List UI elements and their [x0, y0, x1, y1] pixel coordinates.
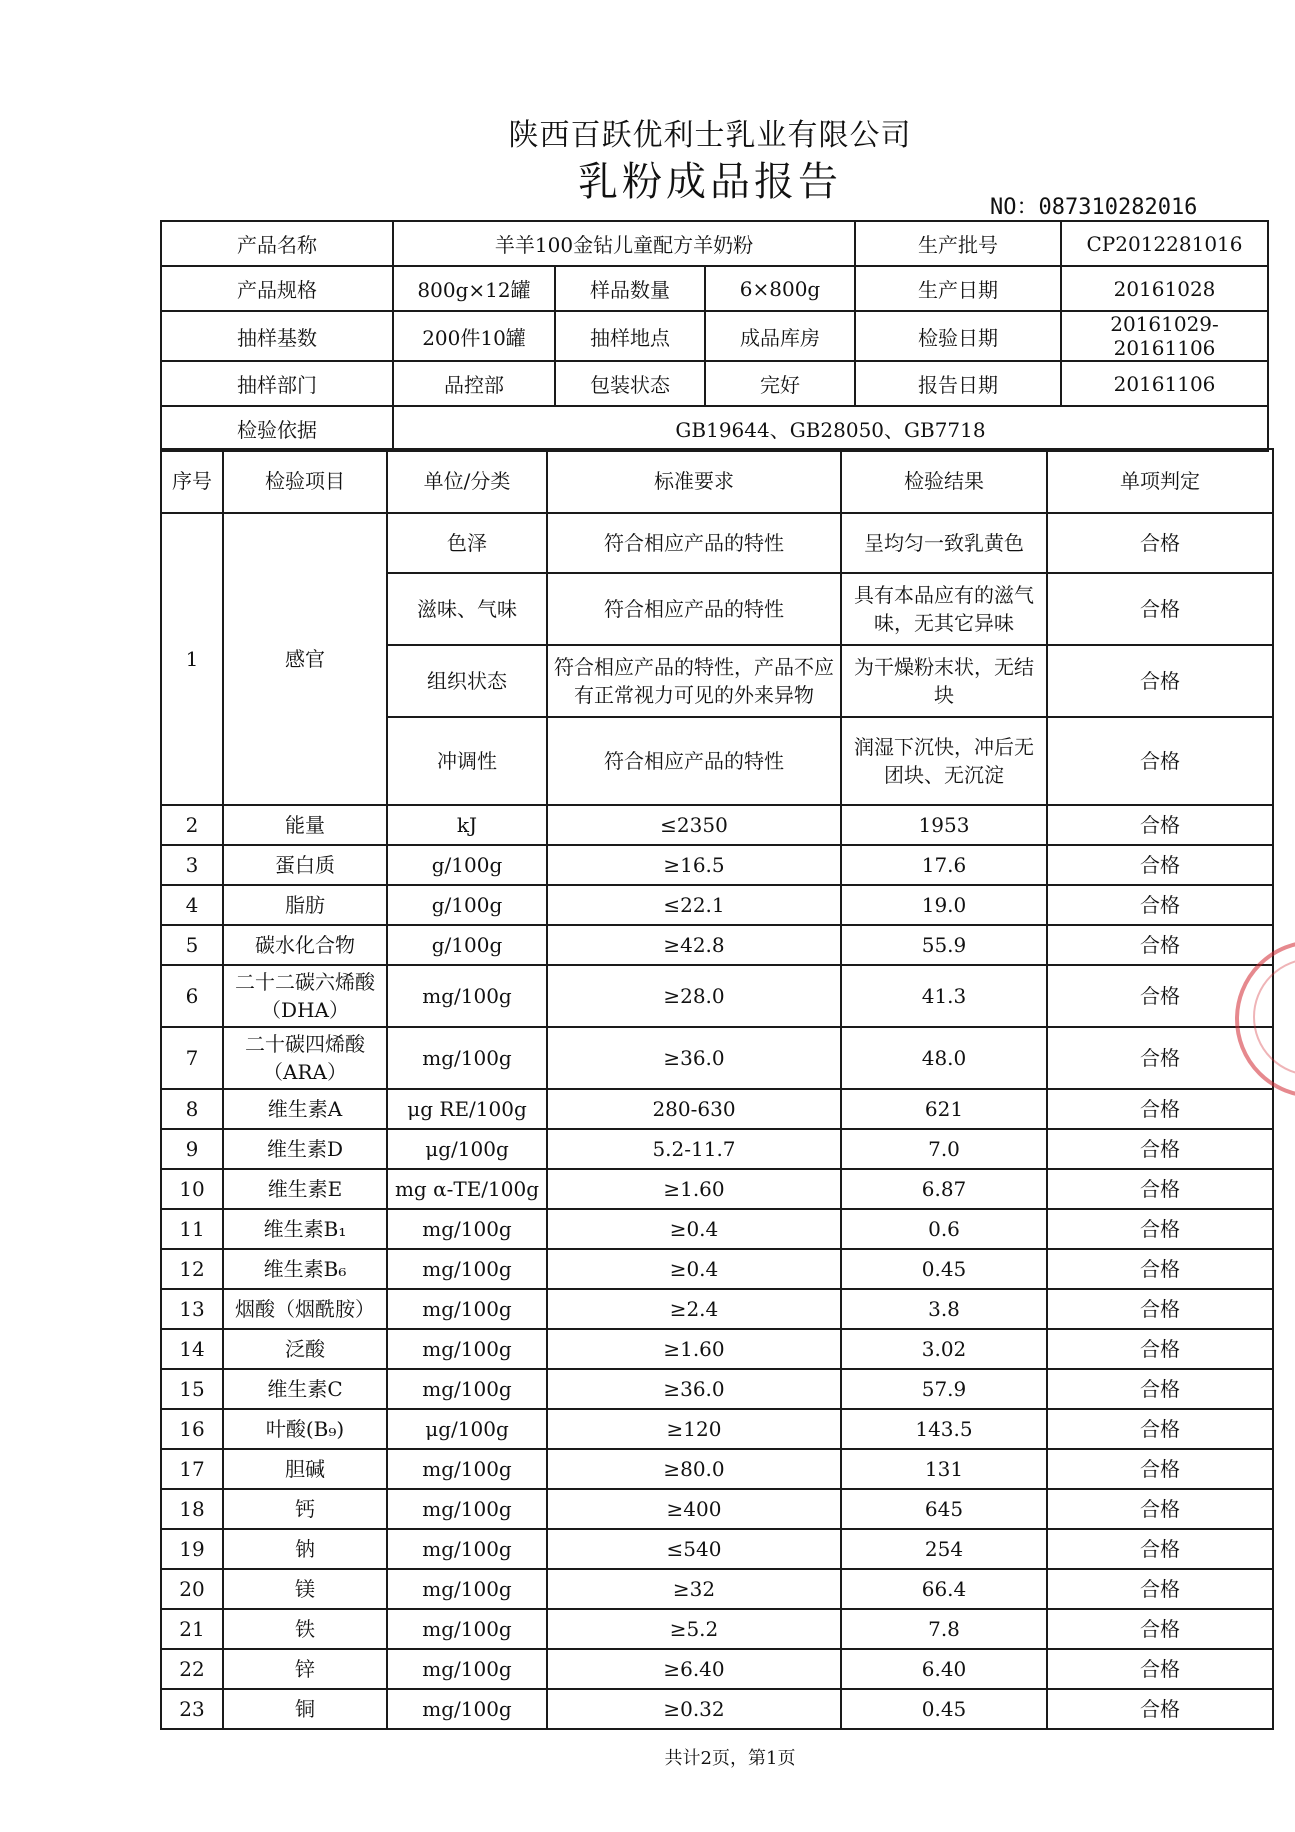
col-header: 检验项目	[223, 449, 387, 513]
test-item: 铜	[223, 1689, 387, 1729]
verdict: 合格	[1047, 925, 1273, 965]
unit: mg α-TE/100g	[387, 1169, 547, 1209]
result: 41.3	[841, 965, 1047, 1027]
test-item: 维生素B₁	[223, 1209, 387, 1249]
table-row	[161, 1289, 1273, 1329]
unit: μg/100g	[387, 1409, 547, 1449]
col-header: 单位/分类	[387, 449, 547, 513]
verdict: 合格	[1047, 885, 1273, 925]
result: 66.4	[841, 1569, 1047, 1609]
result: 润湿下沉快，冲后无团块、无沉淀	[841, 717, 1047, 805]
dept: 品控部	[393, 361, 555, 406]
standard: ≥16.5	[547, 845, 841, 885]
verdict: 合格	[1047, 573, 1273, 645]
batch-number: CP2012281016	[1061, 221, 1268, 266]
verdict: 合格	[1047, 1489, 1273, 1529]
table-row	[161, 1569, 1273, 1609]
unit: mg/100g	[387, 1027, 547, 1089]
table-row	[161, 1529, 1273, 1569]
result: 48.0	[841, 1027, 1047, 1089]
prod-date-label: 生产日期	[855, 266, 1061, 311]
category: 色泽	[387, 513, 547, 573]
table-row	[161, 965, 1273, 1027]
standard: 符合相应产品的特性，产品不应有正常视力可见的外来异物	[547, 645, 841, 717]
standard: ≥6.40	[547, 1649, 841, 1689]
row-number: 5	[161, 925, 223, 965]
batch-label: 生产批号	[855, 221, 1061, 266]
row-number: 7	[161, 1027, 223, 1089]
row-number: 20	[161, 1569, 223, 1609]
result: 为干燥粉末状，无结块	[841, 645, 1047, 717]
verdict: 合格	[1047, 1129, 1273, 1169]
unit: mg/100g	[387, 1609, 547, 1649]
base-label: 抽样基数	[161, 311, 393, 361]
test-item: 维生素C	[223, 1369, 387, 1409]
info-row	[161, 406, 1268, 451]
standard: ≥36.0	[547, 1027, 841, 1089]
unit: mg/100g	[387, 1249, 547, 1289]
company-name: 陕西百跃优利士乳业有限公司	[508, 118, 912, 153]
unit: mg/100g	[387, 1529, 547, 1569]
standard: ≥0.32	[547, 1689, 841, 1729]
result: 具有本品应有的滋气味，无其它异味	[841, 573, 1047, 645]
test-item: 碳水化合物	[223, 925, 387, 965]
row-number: 14	[161, 1329, 223, 1369]
standard: 280-630	[547, 1089, 841, 1129]
basis-label: 检验依据	[161, 406, 393, 451]
row-number: 18	[161, 1489, 223, 1529]
test-item: 叶酸(B₉)	[223, 1409, 387, 1449]
result: 0.45	[841, 1689, 1047, 1729]
table-row	[161, 1449, 1273, 1489]
report-date: 20161106	[1061, 361, 1268, 406]
unit: g/100g	[387, 845, 547, 885]
header-row	[161, 449, 1273, 513]
row-number: 4	[161, 885, 223, 925]
table-row	[161, 1489, 1273, 1529]
unit: mg/100g	[387, 1649, 547, 1689]
standard: ≥5.2	[547, 1609, 841, 1649]
info-row	[161, 361, 1268, 406]
standard: ≤2350	[547, 805, 841, 845]
standard: ≥0.4	[547, 1249, 841, 1289]
sample-qty: 6×800g	[705, 266, 855, 311]
verdict: 合格	[1047, 845, 1273, 885]
standard: ≥400	[547, 1489, 841, 1529]
verdict: 合格	[1047, 1169, 1273, 1209]
result: 6.40	[841, 1649, 1047, 1689]
row-number: 3	[161, 845, 223, 885]
result: 1953	[841, 805, 1047, 845]
pack-label: 包装状态	[555, 361, 705, 406]
info-row	[161, 311, 1268, 361]
info-row	[161, 221, 1268, 266]
col-header: 检验结果	[841, 449, 1047, 513]
unit: mg/100g	[387, 1289, 547, 1329]
result: 17.6	[841, 845, 1047, 885]
col-header: 标准要求	[547, 449, 841, 513]
table-row	[161, 1169, 1273, 1209]
result: 621	[841, 1089, 1047, 1129]
table-row	[161, 1369, 1273, 1409]
result: 57.9	[841, 1369, 1047, 1409]
verdict: 合格	[1047, 805, 1273, 845]
unit: μg/100g	[387, 1129, 547, 1169]
result: 0.45	[841, 1249, 1047, 1289]
table-row	[161, 1089, 1273, 1129]
col-header: 序号	[161, 449, 223, 513]
dept-label: 抽样部门	[161, 361, 393, 406]
test-item: 钙	[223, 1489, 387, 1529]
table-row	[161, 925, 1273, 965]
test-item: 锌	[223, 1649, 387, 1689]
table-row	[161, 513, 1273, 573]
row-number: 15	[161, 1369, 223, 1409]
page-info: 共计2页，第1页	[664, 1748, 796, 1769]
result: 3.8	[841, 1289, 1047, 1329]
result: 3.02	[841, 1329, 1047, 1369]
test-item: 维生素D	[223, 1129, 387, 1169]
standard: ≥80.0	[547, 1449, 841, 1489]
verdict: 合格	[1047, 1529, 1273, 1569]
verdict: 合格	[1047, 965, 1273, 1027]
unit: mg/100g	[387, 1689, 547, 1729]
verdict: 合格	[1047, 1289, 1273, 1329]
unit: mg/100g	[387, 1329, 547, 1369]
verdict: 合格	[1047, 717, 1273, 805]
table-row	[161, 805, 1273, 845]
row-number: 19	[161, 1529, 223, 1569]
results-table	[160, 448, 1274, 1730]
standard: ≥36.0	[547, 1369, 841, 1409]
table-row	[161, 1209, 1273, 1249]
verdict: 合格	[1047, 1649, 1273, 1689]
verdict: 合格	[1047, 1569, 1273, 1609]
standard: ≥1.60	[547, 1329, 841, 1369]
test-item: 脂肪	[223, 885, 387, 925]
standard: 符合相应产品的特性	[547, 717, 841, 805]
test-item: 二十二碳六烯酸（DHA）	[223, 965, 387, 1027]
unit: kJ	[387, 805, 547, 845]
row-number: 6	[161, 965, 223, 1027]
standard: ≤22.1	[547, 885, 841, 925]
standard: ≥120	[547, 1409, 841, 1449]
row-number: 16	[161, 1409, 223, 1449]
unit: mg/100g	[387, 965, 547, 1027]
test-item: 泛酸	[223, 1329, 387, 1369]
verdict: 合格	[1047, 645, 1273, 717]
standard: ≥1.60	[547, 1169, 841, 1209]
row-number: 10	[161, 1169, 223, 1209]
result: 131	[841, 1449, 1047, 1489]
verdict: 合格	[1047, 1089, 1273, 1129]
test-item: 二十碳四烯酸（ARA）	[223, 1027, 387, 1089]
spec: 800g×12罐	[393, 266, 555, 311]
table-row	[161, 1409, 1273, 1449]
test-item: 蛋白质	[223, 845, 387, 885]
test-item: 钠	[223, 1529, 387, 1569]
result: 19.0	[841, 885, 1047, 925]
table-row	[161, 1129, 1273, 1169]
standard: 符合相应产品的特性	[547, 573, 841, 645]
test-item: 维生素B₆	[223, 1249, 387, 1289]
row-number: 23	[161, 1689, 223, 1729]
table-row	[161, 1649, 1273, 1689]
result: 645	[841, 1489, 1047, 1529]
table-row	[161, 1609, 1273, 1649]
test-date-label: 检验日期	[855, 311, 1061, 361]
result: 55.9	[841, 925, 1047, 965]
spec-label: 产品规格	[161, 266, 393, 311]
sample-qty-label: 样品数量	[555, 266, 705, 311]
row-number: 17	[161, 1449, 223, 1489]
result: 0.6	[841, 1209, 1047, 1249]
table-row	[161, 1027, 1273, 1089]
pack: 完好	[705, 361, 855, 406]
unit: mg/100g	[387, 1489, 547, 1529]
category: 组织状态	[387, 645, 547, 717]
row-number: 9	[161, 1129, 223, 1169]
unit: mg/100g	[387, 1449, 547, 1489]
table-row	[161, 1689, 1273, 1729]
product-name: 羊羊100金钻儿童配方羊奶粉	[393, 221, 855, 266]
row-number: 13	[161, 1289, 223, 1329]
verdict: 合格	[1047, 1249, 1273, 1289]
base: 200件10罐	[393, 311, 555, 361]
test-item: 胆碱	[223, 1449, 387, 1489]
unit: mg/100g	[387, 1569, 547, 1609]
verdict: 合格	[1047, 1409, 1273, 1449]
result: 143.5	[841, 1409, 1047, 1449]
row-number: 22	[161, 1649, 223, 1689]
row-number: 2	[161, 805, 223, 845]
table-row	[161, 1329, 1273, 1369]
location: 成品库房	[705, 311, 855, 361]
verdict: 合格	[1047, 1689, 1273, 1729]
product-name-label: 产品名称	[161, 221, 393, 266]
unit: mg/100g	[387, 1369, 547, 1409]
result: 7.0	[841, 1129, 1047, 1169]
basis: GB19644、GB28050、GB7718	[393, 406, 1268, 451]
report-number: NO：087310282016	[990, 195, 1198, 220]
standard: 5.2-11.7	[547, 1129, 841, 1169]
result: 254	[841, 1529, 1047, 1569]
test-item: 烟酸（烟酰胺）	[223, 1289, 387, 1329]
unit: g/100g	[387, 885, 547, 925]
result: 呈均匀一致乳黄色	[841, 513, 1047, 573]
report-date-label: 报告日期	[855, 361, 1061, 406]
row-number: 1	[161, 513, 223, 805]
table-row	[161, 1249, 1273, 1289]
test-item: 镁	[223, 1569, 387, 1609]
test-item: 维生素A	[223, 1089, 387, 1129]
info-row	[161, 266, 1268, 311]
unit: μg RE/100g	[387, 1089, 547, 1129]
row-number: 11	[161, 1209, 223, 1249]
standard: ≥28.0	[547, 965, 841, 1027]
standard: 符合相应产品的特性	[547, 513, 841, 573]
category: 冲调性	[387, 717, 547, 805]
info-table	[160, 220, 1269, 452]
col-header: 单项判定	[1047, 449, 1273, 513]
table-row	[161, 845, 1273, 885]
test-date: 20161029-20161106	[1061, 311, 1268, 361]
category: 滋味、气味	[387, 573, 547, 645]
verdict: 合格	[1047, 1609, 1273, 1649]
result: 6.87	[841, 1169, 1047, 1209]
verdict: 合格	[1047, 1209, 1273, 1249]
prod-date: 20161028	[1061, 266, 1268, 311]
result: 7.8	[841, 1609, 1047, 1649]
standard: ≥0.4	[547, 1209, 841, 1249]
verdict: 合格	[1047, 1369, 1273, 1409]
row-number: 8	[161, 1089, 223, 1129]
standard: ≥42.8	[547, 925, 841, 965]
test-item: 铁	[223, 1609, 387, 1649]
unit: g/100g	[387, 925, 547, 965]
report-title: 乳粉成品报告	[578, 159, 842, 205]
row-number: 12	[161, 1249, 223, 1289]
verdict: 合格	[1047, 1329, 1273, 1369]
standard: ≤540	[547, 1529, 841, 1569]
test-item: 感官	[223, 513, 387, 805]
table-row	[161, 885, 1273, 925]
test-item: 维生素E	[223, 1169, 387, 1209]
test-item: 能量	[223, 805, 387, 845]
verdict: 合格	[1047, 1027, 1273, 1089]
verdict: 合格	[1047, 1449, 1273, 1489]
location-label: 抽样地点	[555, 311, 705, 361]
standard: ≥2.4	[547, 1289, 841, 1329]
row-number: 21	[161, 1609, 223, 1649]
standard: ≥32	[547, 1569, 841, 1609]
verdict: 合格	[1047, 513, 1273, 573]
unit: mg/100g	[387, 1209, 547, 1249]
